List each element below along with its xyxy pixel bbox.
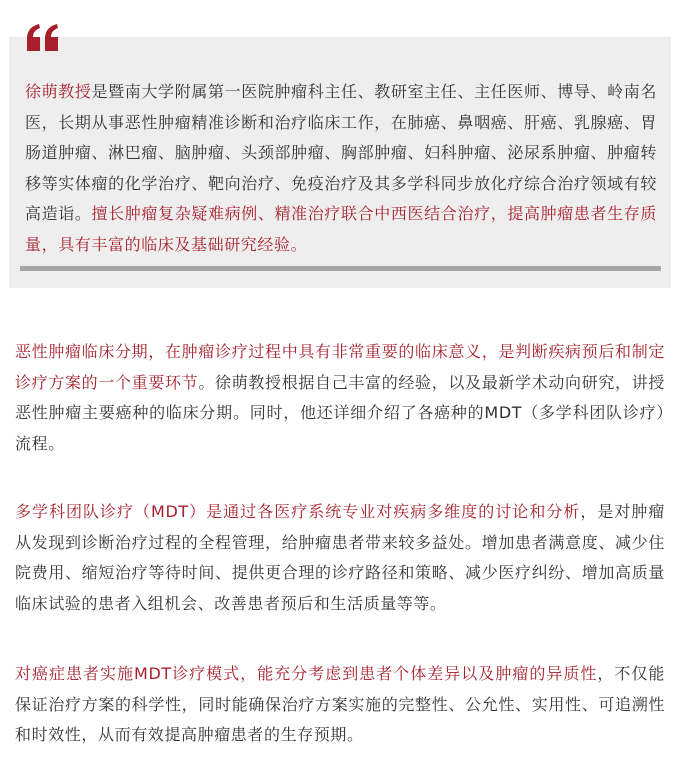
paragraph-mdt-definition [15,497,665,619]
professor-name: 徐萌教授 [25,82,92,101]
paragraph-body: ，是对肿瘤从发现到诊断治疗过程的全程管理，给肿瘤患者带来较多益处。增加患者满意度、减少住院费用、缩短治疗等待时间、提供更合理的诊疗路径和策略、减少医疗纠纷、增加高质量临床试验的患者入组机会、改善患者预后和生活质量等等。 [15,502,665,613]
paragraph-highlight: 恶性肿瘤临床分期，在肿瘤诊疗过程中具有非常重要的临床意义，是判断疾病预后和制定诊疗方案的一个重要环节 [15,342,665,392]
quote-highlight: 擅长肿瘤复杂疑难病例、精准治疗联合中西医结合治疗，提高肿瘤患者生存质量，具有丰富的临床及基础研究经验。 [25,204,657,254]
paragraph-highlight: 对癌症患者实施MDT诊疗模式，能充分考虑到患者个体差异以及肿瘤的异质性 [15,664,598,683]
quote-intro: 是暨南大学附属第一医院肿瘤科主任、教研室主任、主任医师、博导、岭南名医，长期从事恶性肿瘤精准诊断和治疗临床工作，在肺癌、鼻咽癌、肝癌、乳腺癌、胃肠道肿瘤、淋巴瘤、脑肿瘤、头颈部肿瘤、胸部肿瘤、妇科肿瘤、泌尿系肿瘤、肿瘤转移等实体瘤的化学治疗、靶向治疗、免疫治疗及其多学科同步放化疗综合治疗领域有较高造诣。 [25,82,657,223]
paragraph-body: ，不仅能保证治疗方案的科学性，同时能确保治疗方案实施的完整性、公允性、实用性、可追溯性和时效性，从而有效提高肿瘤患者的生存预期。 [15,664,665,744]
paragraph-mdt-benefits [15,659,665,751]
quotation-mark-icon [26,24,60,52]
paragraph-body: 。徐萌教授根据自己丰富的经验，以及最新学术动向研究，讲授恶性肿瘤主要癌种的临床分期。同时，他还详细介绍了各癌种的MDT（多学科团队诊疗）流程。 [15,372,665,453]
paragraph-clinical-staging [15,337,665,459]
paragraph-highlight: 多学科团队诊疗（MDT）是通过各医疗系统专业对疾病多维度的讨论和分析 [15,502,581,521]
quote-bio-text [25,77,657,260]
quote-divider [20,266,661,271]
